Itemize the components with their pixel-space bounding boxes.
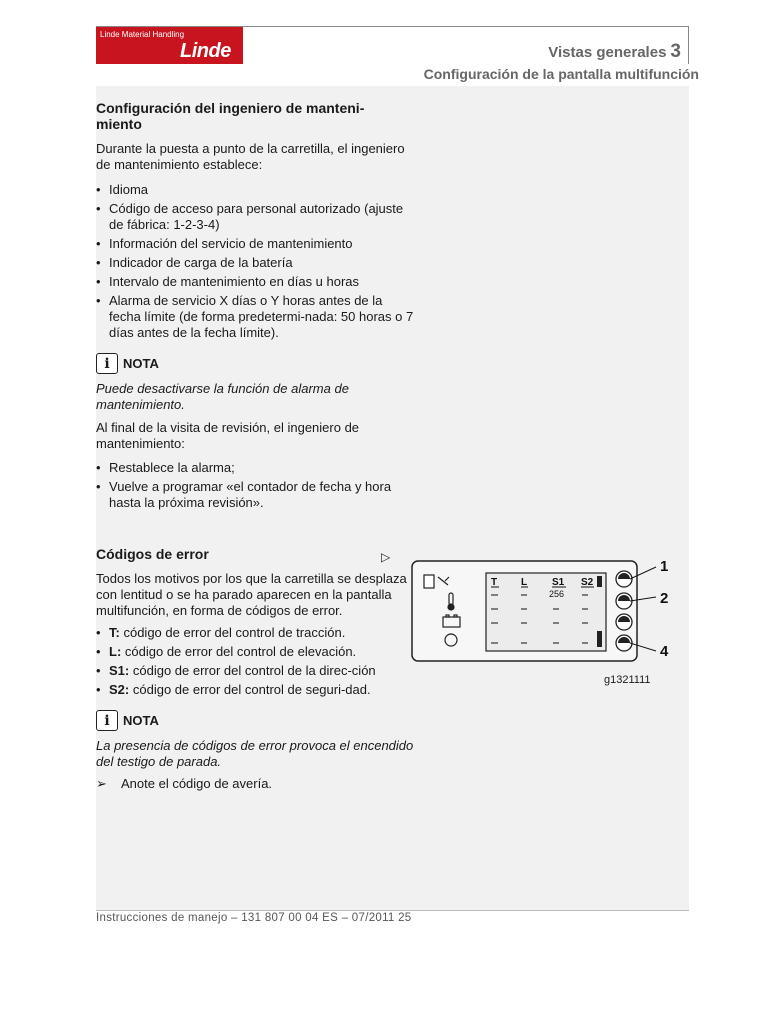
footer-text: Instrucciones de manejo – 131 807 00 04 ES – 07/2011 25: [96, 912, 412, 924]
brand-logo-text: Linde: [180, 40, 231, 62]
section-heading: Configuración del ingeniero de manteni-miento: [96, 100, 365, 132]
page-subtitle: Configuración de la pantalla multifunción: [423, 66, 699, 82]
chapter-number: 3: [670, 41, 681, 62]
column-header: S1: [552, 577, 565, 588]
continue-triangle-icon: ▷: [381, 550, 391, 564]
action-list: [96, 776, 414, 792]
chapter-title: [548, 41, 681, 63]
error-code-text: código de error del control de tracción.: [123, 625, 346, 640]
list-item: • Información del servicio de mantenimiento: [96, 236, 414, 252]
chapter-title-text: Vistas generales: [548, 44, 667, 61]
after-text: Al final de la visita de revisión, el ingeniero de mantenimiento:: [96, 420, 360, 451]
display-figure: [410, 559, 672, 689]
callout-label: 4: [660, 643, 669, 660]
list-item: • Vuelve a programar «el contador de fecha y hora hasta la próxima revisión».: [96, 479, 414, 511]
list-item: [96, 644, 414, 660]
column-header: T: [491, 577, 498, 588]
error-code-label: L:: [109, 644, 122, 659]
column-header: S2: [581, 577, 594, 588]
error-code-list: [96, 625, 414, 698]
list-item: [96, 663, 414, 679]
list-item: • Idioma: [96, 182, 414, 198]
note-header: [96, 710, 414, 731]
callout-label: 1: [660, 559, 669, 575]
list-item: [96, 682, 414, 698]
brand-small-text: Linde Material Handling: [100, 30, 185, 39]
callout-label: 2: [660, 590, 669, 607]
note-text: Puede desactivarse la función de alarma de mantenimiento.: [96, 381, 349, 412]
note-label: NOTA: [123, 355, 159, 371]
section-intro: Todos los motivos por los que la carretilla se desplaza con lentitud o se ha parado aparecen en la pantalla multifunción, en forma de códigos de error.: [96, 571, 407, 618]
signal-bar-bottom: [597, 631, 602, 647]
error-code-label: S2:: [109, 682, 130, 697]
list-item: • Alarma de servicio X días o Y horas antes de la fecha límite (de forma predetermi-nada: 50 horas o 7 días antes de la fecha límite).: [96, 293, 414, 341]
note-header: [96, 353, 414, 374]
list-item: • Indicador de carga de la batería: [96, 255, 414, 271]
error-code-text: código de error del control de elevación.: [124, 644, 357, 659]
brand-logo: [96, 27, 243, 64]
section-error-codes: [96, 546, 414, 795]
list-item: • Código de acceso para personal autorizado (ajuste de fábrica: 1-2-3-4): [96, 201, 414, 233]
list-item: • Intervalo de mantenimiento en días u horas: [96, 274, 414, 290]
error-code-text: código de error del control de seguri-dad.: [132, 682, 371, 697]
figure-caption: g1321111: [604, 674, 651, 686]
footer-divider: [96, 910, 689, 911]
note-text: La presencia de códigos de error provoca el encendido del testigo de parada.: [96, 738, 414, 769]
section-heading: Códigos de error: [96, 546, 209, 562]
error-code-text: código de error del control de la direc-ción: [132, 663, 376, 678]
list-item: • Restablece la alarma;: [96, 460, 414, 476]
signal-bar-top: [597, 576, 602, 587]
note-label: NOTA: [123, 712, 159, 728]
section-maintenance: [96, 100, 414, 514]
error-code-label: T:: [109, 625, 120, 640]
list-item: [96, 625, 414, 641]
after-list: [96, 460, 414, 511]
settings-list: [96, 182, 414, 341]
section-intro: Durante la puesta a punto de la carretilla, el ingeniero de mantenimiento establece:: [96, 141, 405, 172]
error-code-label: S1:: [109, 663, 130, 678]
info-icon: i: [96, 353, 118, 374]
error-value: 256: [549, 589, 565, 599]
column-header: L: [521, 577, 528, 588]
action-item: ➢ Anote el código de avería.: [96, 776, 414, 792]
info-icon: i: [96, 710, 118, 731]
